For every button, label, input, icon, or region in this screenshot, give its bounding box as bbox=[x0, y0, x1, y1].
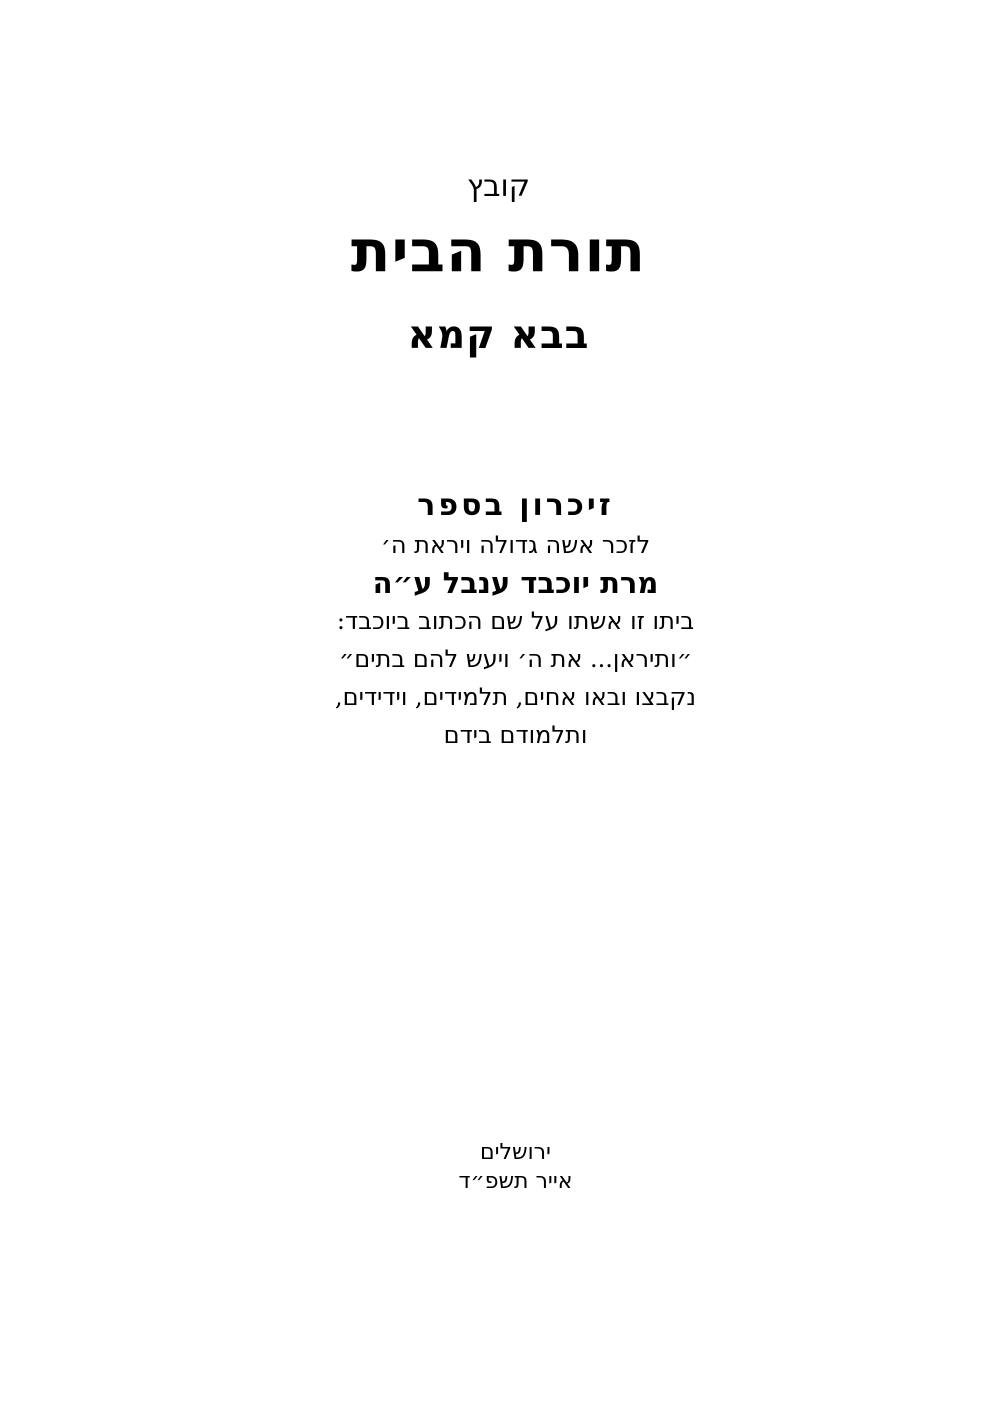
dedication-name: מרת יוכבד ענבל ע״ה bbox=[372, 566, 659, 600]
imprint-city: ירושלים bbox=[480, 1140, 551, 1165]
dedication-heading: זיכרון בספר bbox=[417, 488, 614, 523]
dedication-explanation-line: ביתו זו אשתו על שם הכתוב ביוכבד: bbox=[336, 607, 695, 635]
dedication-verse-quote: ״ותיראן... את ה׳ ויעש להם בתים״ bbox=[338, 645, 693, 673]
book-title: תורת הבית bbox=[350, 217, 647, 285]
imprint-date: אייר תשפ״ד bbox=[458, 1169, 573, 1194]
series-label: קובץ bbox=[467, 169, 530, 204]
imprint-section bbox=[17, 1138, 997, 1196]
dedication-closing-line: ותלמודם בידם bbox=[443, 721, 588, 749]
dedication-gathering-line: נקבצו ובאו אחים, תלמידים, וידידים, bbox=[335, 683, 696, 711]
dedication-section bbox=[17, 486, 997, 754]
tractate-subtitle: בבא קמא bbox=[407, 312, 590, 358]
dedication-memorial-line: לזכר אשה גדולה ויראת ה׳ bbox=[380, 531, 651, 559]
